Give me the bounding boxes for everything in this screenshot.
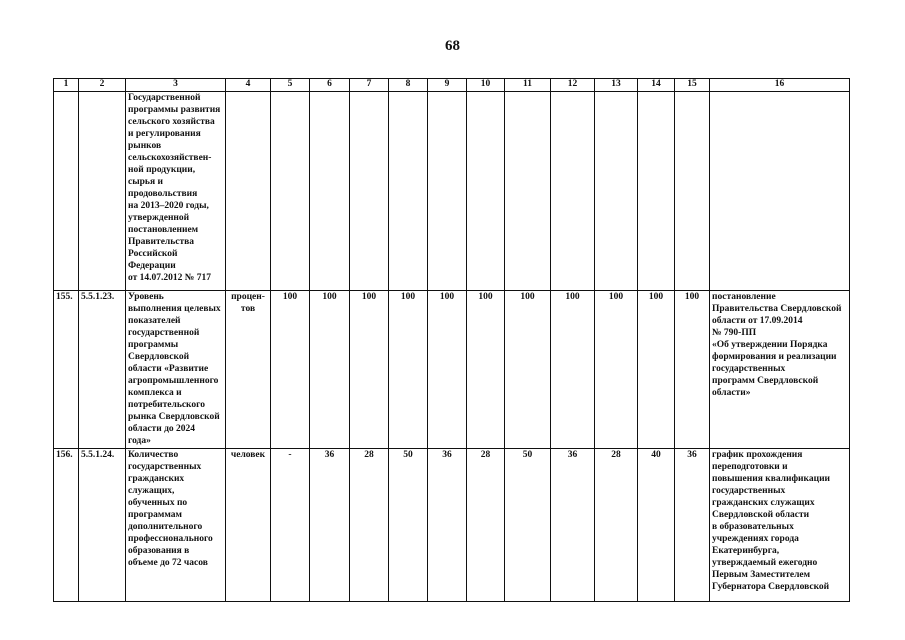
- value-cell: [350, 92, 389, 291]
- header-row: [54, 79, 850, 92]
- column-header: 8: [389, 79, 428, 92]
- value-cell: [551, 92, 595, 291]
- value-cell: 100: [675, 291, 710, 449]
- column-header: 7: [350, 79, 389, 92]
- value-cell: 28: [467, 449, 505, 602]
- row-number: 155.: [54, 291, 79, 449]
- column-header: 10: [467, 79, 505, 92]
- value-cell: 100: [551, 291, 595, 449]
- column-header: 16: [710, 79, 850, 92]
- value-cell: [310, 92, 350, 291]
- value-cell: 28: [595, 449, 638, 602]
- value-cell: [467, 92, 505, 291]
- unit: процен- тов: [226, 291, 271, 449]
- value-cell: [638, 92, 675, 291]
- value-cell: 50: [505, 449, 551, 602]
- row-code: [79, 92, 126, 291]
- unit: [226, 92, 271, 291]
- indicator-name: Государственной программы развития сельского хозяйства и регулирования рынков сельскохозяйствен- ной продукции, сырья и продовольствия на 2013–2020 годы, утвержденной постановлением Правительства Российской Федерации от 14.07.2012 № 717: [126, 92, 226, 291]
- value-cell: 36: [551, 449, 595, 602]
- table-row: [54, 92, 850, 291]
- column-header: 14: [638, 79, 675, 92]
- value-cell: 100: [467, 291, 505, 449]
- value-cell: 50: [389, 449, 428, 602]
- column-header: 6: [310, 79, 350, 92]
- value-cell: [428, 92, 467, 291]
- value-cell: 100: [271, 291, 310, 449]
- value-cell: 28: [350, 449, 389, 602]
- table-row: [54, 449, 850, 602]
- value-cell: 100: [310, 291, 350, 449]
- row-code: 5.5.1.24.: [79, 449, 126, 602]
- source-document: [710, 92, 850, 291]
- value-cell: 100: [505, 291, 551, 449]
- indicator-name: Уровень выполнения целевых показателей государственной программы Свердловской области «Развитие агропромышленного комплекса и потребительского рынка Свердловской области до 2024 года»: [126, 291, 226, 449]
- unit: человек: [226, 449, 271, 602]
- row-number: 156.: [54, 449, 79, 602]
- column-header: 3: [126, 79, 226, 92]
- page-number: 68: [445, 38, 460, 54]
- value-cell: 100: [389, 291, 428, 449]
- column-header: 11: [505, 79, 551, 92]
- value-cell: [675, 92, 710, 291]
- value-cell: 100: [595, 291, 638, 449]
- table-row: [54, 291, 850, 449]
- column-header: 1: [54, 79, 79, 92]
- value-cell: 36: [428, 449, 467, 602]
- row-code: 5.5.1.23.: [79, 291, 126, 449]
- value-cell: 36: [310, 449, 350, 602]
- value-cell: [271, 92, 310, 291]
- value-cell: 100: [350, 291, 389, 449]
- indicator-table: [53, 78, 850, 602]
- column-header: 9: [428, 79, 467, 92]
- column-header: 13: [595, 79, 638, 92]
- source-document: постановление Правительства Свердловской области от 17.09.2014 № 790-ПП «Об утверждении Порядка формирования и реализации государственных программ Свердловской области»: [710, 291, 850, 449]
- value-cell: [389, 92, 428, 291]
- value-cell: 100: [428, 291, 467, 449]
- column-header: 2: [79, 79, 126, 92]
- column-header: 12: [551, 79, 595, 92]
- value-cell: [505, 92, 551, 291]
- value-cell: 100: [638, 291, 675, 449]
- source-document: график прохождения переподготовки и повышения квалификации государственных гражданских служащих Свердловской области в образовательных учреждениях города Екатеринбурга, утверждаемый ежегодно Первым Заместителем Губернатора Свердловской: [710, 449, 850, 602]
- value-cell: 36: [675, 449, 710, 602]
- value-cell: 40: [638, 449, 675, 602]
- value-cell: -: [271, 449, 310, 602]
- column-header: 4: [226, 79, 271, 92]
- column-header: 5: [271, 79, 310, 92]
- value-cell: [595, 92, 638, 291]
- row-number: [54, 92, 79, 291]
- column-header: 15: [675, 79, 710, 92]
- indicator-name: Количество государственных гражданских служащих, обученных по программам дополнительного профессионального образования в объеме до 72 часов: [126, 449, 226, 602]
